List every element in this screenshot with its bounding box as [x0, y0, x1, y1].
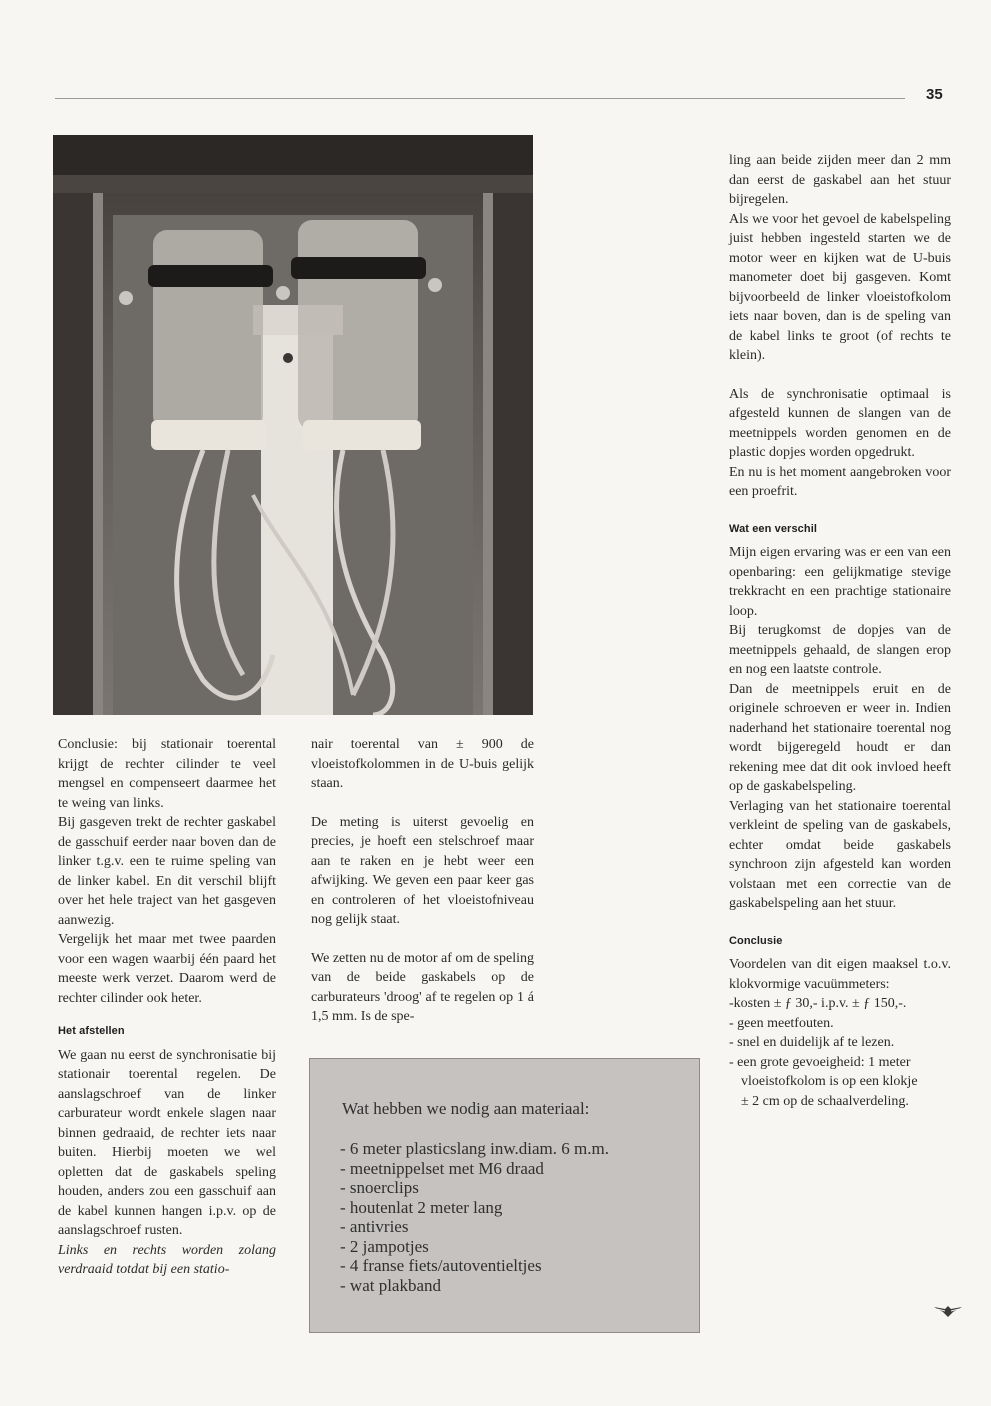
materials-title: Wat hebben we nodig aan materiaal: [342, 1099, 590, 1118]
list-item: - snel en duidelijk af te lezen. [729, 1035, 895, 1050]
advantages-list [729, 994, 951, 1111]
section-heading: Het afstellen [58, 1025, 125, 1037]
paragraph: We gaan nu eerst de synchronisatie bij stationair toerental regelen. De aanslagschroef van de linker carburateur wordt enkele slagen naar binnen gedraaid, de rechter iets naar buiten. Hierbij moeten we wel opletten dat de gaskabels speling houden, anders zou een gasschuif aan de kabel kunnen hangen i.p.v. op de aanslagschroef rusten. [58, 1047, 276, 1238]
paragraph: Als de synchronisatie optimaal is afgesteld kunnen de slangen van de meetnippels worden genomen en de plastic dopjes worden opgedrukt. [729, 386, 951, 460]
left-text-column [58, 735, 276, 1280]
list-item: - snoerclips [340, 1178, 419, 1197]
list-item: - 6 meter plasticslang inw.diam. 6 m.m. [340, 1139, 609, 1158]
list-item: - meetnippelset met M6 draad [340, 1158, 544, 1178]
middle-text-column [311, 735, 534, 1027]
paragraph: En nu is het moment aangebroken voor een proefrit. [729, 464, 951, 499]
list-item: - geen meetfouten. [729, 1015, 834, 1031]
list-item: -kosten ± ƒ 30,- i.p.v. ± ƒ 150,-. [729, 996, 907, 1011]
paragraph: nair toerental van ± 900 de vloeistofkolommen in de U-buis gelijk staan. [311, 737, 534, 791]
paragraph: We zetten nu de motor af om de speling van de beide gaskabels op de carburateurs 'droog' af te regelen op 1 á 1,5 mm. Is de spe- [311, 950, 534, 1024]
manometer-photo [53, 135, 533, 715]
list-item: - een grote gevoeigheid: 1 meter [729, 1054, 911, 1070]
paragraph: Links en rechts worden zolang verdraaid totdat bij een statio- [58, 1242, 276, 1277]
paragraph: Verlaging van het stationaire toerental verkleint de speling van de gaskabels, echter omdat beide gaskabels synchroon zijn afgesteld kan worden volstaan met een correctie van de gaskabelspeling aan het stuur. [729, 798, 951, 911]
list-item: ± 2 cm op de schaalverdeling. [741, 1093, 909, 1109]
list-item: - wat plakband [340, 1275, 442, 1295]
header-rule [55, 98, 905, 99]
list-item: - 2 jampotjes [340, 1236, 429, 1256]
paragraph: Conclusie: bij stationair toerental krijgt de rechter cilinder te veel mengsel en compenseert daarmee het te weing van links. [58, 737, 276, 811]
materials-box [309, 1058, 700, 1333]
list-item: vloeistofkolom is op een klokje [741, 1074, 918, 1089]
paragraph: Mijn eigen ervaring was er een van een openbaring: een gelijkmatige stevige trekkracht en een prachtige stationaire loop. [729, 545, 951, 619]
list-item: - houtenlat 2 meter lang [340, 1197, 503, 1217]
winged-logo-icon [933, 1303, 963, 1324]
paragraph: Voordelen van dit eigen maaksel t.o.v. klokvormige vacuümmeters: [729, 957, 951, 992]
page-number: 35 [926, 86, 943, 103]
paragraph: ling aan beide zijden meer dan 2 mm dan eerst de gaskabel aan het stuur bijregelen. [729, 153, 951, 207]
section-heading: Conclusie [729, 934, 783, 947]
paragraph: Vergelijk het maar met twee paarden voor een wagen waarbij één paard het meeste werk verzet. Daarom werd de rechter cilinder ook heter. [58, 932, 276, 1006]
materials-list [340, 1139, 609, 1295]
right-text-column [729, 151, 951, 1111]
paragraph: Bij gasgeven trekt de rechter gaskabel de gasschuif eerder naar boven dan de linker t.g.v. een te ruime speling van de linker kabel. En dit verschil blijft over het hele traject van het gasgeven aanwezig. [58, 815, 276, 928]
paragraph: Dan de meetnippels eruit en de originele schroeven er weer in. Indien naderhand het stationaire toerental nog wordt bijgeregeld houdt er dan rekening mee dat dit ook invloed heeft op de gaskabelspeling. [729, 681, 951, 794]
paragraph: Bij terugkomst de dopjes van de meetnippels gehaald, de slangen erop en nog een laatste controle. [729, 623, 951, 677]
list-item: - antivries [340, 1217, 409, 1236]
section-heading: Wat een verschil [729, 522, 818, 535]
list-item: - 4 franse fiets/autoventieltjes [340, 1256, 542, 1275]
paragraph: Als we voor het gevoel de kabelspeling juist hebben ingesteld starten we de motor weer en kijken wat de U-buis manometer doet bij gasgeven. Komt bijvoorbeeld de linker vloeistofkolom iets naar boven, dan is de speling van de kabel links te groot (of rechts te klein). [729, 211, 951, 363]
paragraph: De meting is uiterst gevoelig en precies, je hoeft een stelschroef maar aan te raken en je hebt weer een afwijking. We geven een paar keer gas en controleren of het vloeistofniveau nog gelijk staat. [311, 814, 534, 927]
